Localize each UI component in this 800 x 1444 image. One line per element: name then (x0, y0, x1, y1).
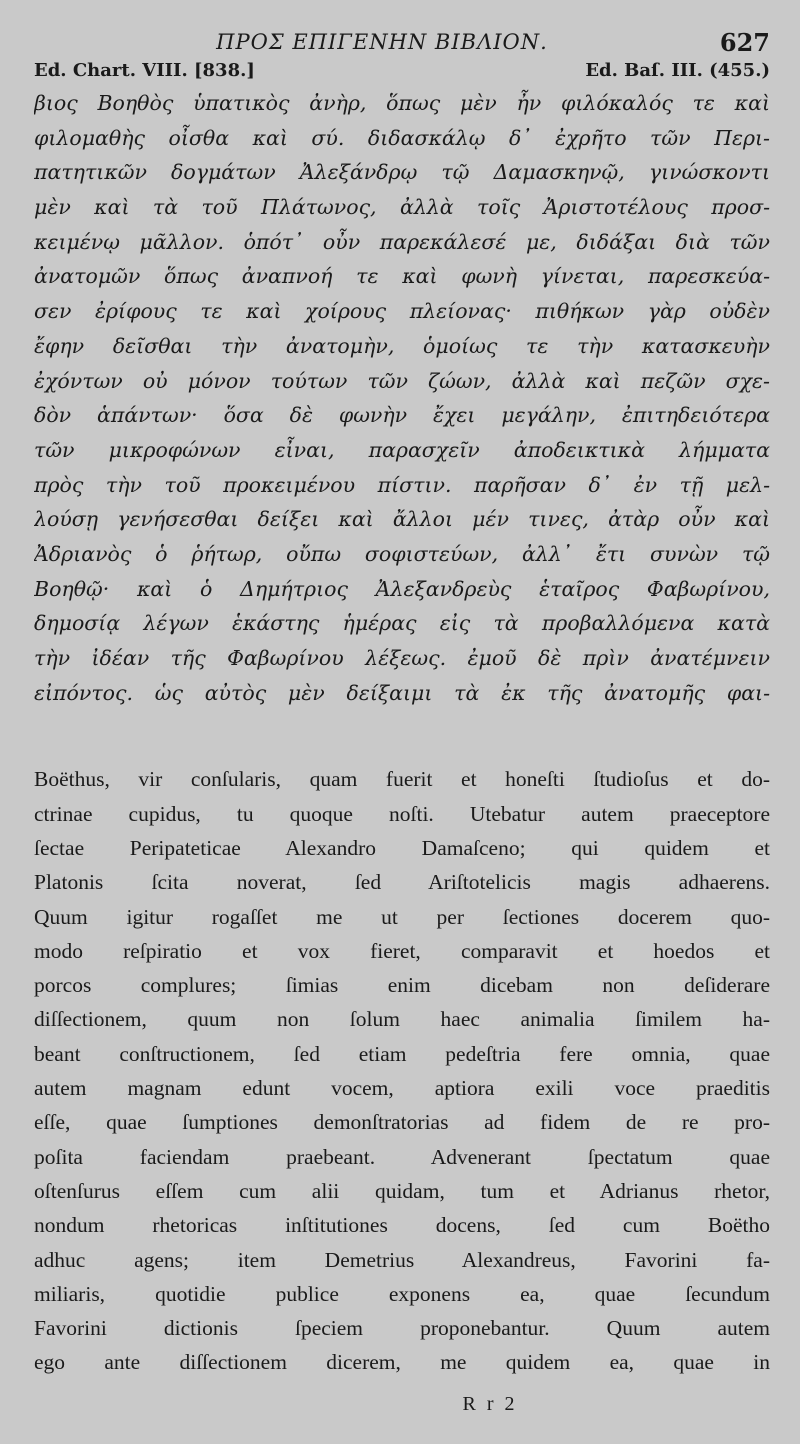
greek-line: εἰπόντος. ὡς αὐτὸς μὲν δείξαιμι τὰ ἐκ τῆς ἀνατομῆς φαι- (34, 680, 770, 705)
latin-line: porcos complures; ſimias enim dicebam non deſiderare (34, 973, 770, 998)
edition-basel-reference: Ed. Baſ. III. (455.) (585, 60, 770, 81)
greek-line: δημοσίᾳ λέγων ἑκάστης ἡμέρας εἰς τὰ προβαλλόμενα κατὰ (34, 611, 770, 636)
latin-line: modo reſpiratio et vox fieret, comparavit et hoedos et (34, 938, 770, 963)
page-number: 627 (719, 28, 770, 57)
latin-line: oſtenſurus eſſem cum alii quidam, tum et Adrianus rhetor, (34, 1178, 770, 1203)
greek-text-block (34, 86, 770, 710)
greek-line: βιος Βοηθὸς ὑπατικὸς ἀνὴρ, ὅπως μὲν ἦν φιλόκαλός τε καὶ (34, 91, 770, 115)
latin-line: Quum igitur rogaſſet me ut per ſectiones docerem quo- (34, 904, 770, 929)
latin-line: autem magnam edunt vocem, aptiora exili voce praeditis (34, 1076, 770, 1101)
greek-line: κειμένῳ μᾶλλον. ὁπότ᾽ οὖν παρεκάλεσέ με, διδάξαι διὰ τῶν (34, 229, 770, 254)
latin-text-block (34, 762, 770, 1379)
running-title: ΠΡΟΣ ΕΠΙΓΕΝΗΝ ΒΙΒΛΙΟΝ. (216, 30, 548, 54)
latin-line: ctrinae cupidus, tu quoque noſti. Utebatur autem praeceptore (34, 801, 770, 826)
edition-chartier-reference: Ed. Chart. VIII. [838.] (34, 60, 255, 81)
latin-line: eſſe, quae ſumptiones demonſtratorias ad fidem de re pro- (34, 1110, 770, 1135)
greek-line: πατητικῶν δογμάτων Ἀλεξάνδρῳ τῷ Δαμασκηνῷ, γινώσκοντι (34, 160, 770, 185)
latin-line: Favorini dictionis ſpeciem proponebantur. Quum autem (34, 1316, 770, 1341)
greek-line: ἀνατομῶν ὅπως ἀναπνοή τε καὶ φωνὴ γίνεται, παρεσκεύα- (34, 264, 770, 289)
latin-line: diſſectionem, quum non ſolum haec animalia ſimilem ha- (34, 1007, 770, 1032)
section-gap (34, 710, 770, 762)
greek-line: Ἀδριανὸς ὁ ῥήτωρ, οὔπω σοφιστεύων, ἀλλ᾽ ἔτι συνὼν τῷ (34, 541, 770, 566)
greek-line: φιλομαθὴς οἶσθα καὶ σύ. διδασκάλῳ δ᾽ ἐχρῆτο τῶν Περι- (34, 125, 770, 150)
latin-line: miliaris, quotidie publice exponens ea, quae ſecundum (34, 1281, 770, 1306)
edition-reference-line (34, 60, 770, 86)
greek-line: ἔφην δεῖσθαι τὴν ἀνατομὴν, ὁμοίως τε τὴν κατασκευὴν (34, 333, 770, 358)
greek-line: Βοηθῷ· καὶ ὁ Δημήτριος Ἀλεξανδρεὺς ἑταῖρος Φαβωρίνου, (34, 576, 770, 601)
greek-line: λούσῃ γενήσεσθαι δείξει καὶ ἄλλοι μέν τινες, ἀτὰρ οὖν καὶ (34, 507, 770, 532)
greek-line: ἐχόντων οὐ μόνον τούτων τῶν ζώων, ἀλλὰ καὶ πεζῶν σχε- (34, 368, 770, 393)
greek-line: σεν ἐρίφους τε καὶ χοίρους πλείονας· πιθήκων γὰρ οὐδὲν (34, 299, 770, 324)
greek-line: τὴν ἰδέαν τῆς Φαβωρίνου λέξεως. ἐμοῦ δὲ πρὶν ἀνατέμνειν (34, 646, 770, 670)
latin-line: Platonis ſcita noverat, ſed Ariſtotelicis magis adhaerens. (34, 870, 770, 895)
latin-line: ego ante diſſectionem dicerem, me quidem ea, quae in (34, 1350, 770, 1375)
latin-line: adhuc agens; item Demetrius Alexandreus, Favorini fa- (34, 1247, 770, 1272)
greek-line: μὲν καὶ τὰ τοῦ Πλάτωνος, ἀλλὰ τοῖς Ἀριστοτέλους προσ- (34, 195, 770, 220)
running-head (34, 30, 770, 60)
latin-line: Boëthus, vir conſularis, quam fuerit et honeſti ſtudioſus et do- (34, 767, 770, 792)
greek-line: δὸν ἁπάντων· ὅσα δὲ φωνὴν ἔχει μεγάλην, ἐπιτηδειότερα (34, 403, 770, 428)
latin-line: beant conſtructionem, ſed etiam pedeſtria fere omnia, quae (34, 1041, 770, 1066)
latin-line: nondum rhetoricas inſtitutiones docens, ſed cum Boëtho (34, 1213, 770, 1238)
latin-line: poſita faciendam praebeant. Advenerant ſpectatum quae (34, 1144, 770, 1169)
signature-mark: R r 2 (462, 1393, 518, 1415)
greek-line: πρὸς τὴν τοῦ προκειμένου πίστιν. παρῆσαν δ᾽ ἐν τῇ μελ- (34, 472, 770, 497)
greek-line: τῶν μικροφώνων εἶναι, παρασχεῖν ἀποδεικτικὰ λήμματα (34, 437, 770, 462)
latin-line: ſectae Peripateticae Alexandro Damaſceno; qui quidem et (34, 835, 770, 860)
